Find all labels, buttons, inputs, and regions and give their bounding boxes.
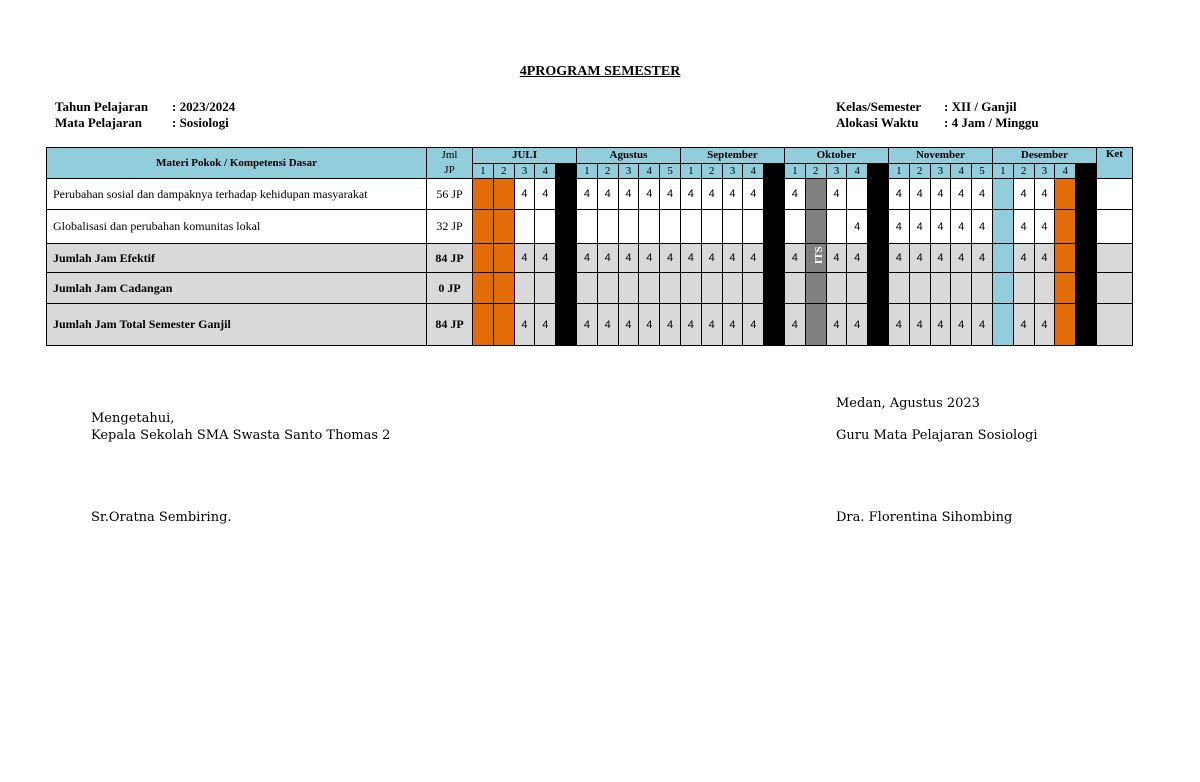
week-cell bbox=[493, 179, 514, 210]
guru-name: Dra. Florentina Sihombing bbox=[836, 510, 1013, 525]
week-cell: 4 bbox=[1034, 210, 1055, 244]
week-cell: 4 bbox=[951, 244, 972, 273]
row-jp: 56 JP bbox=[427, 179, 473, 210]
week-cell: 4 bbox=[722, 304, 743, 346]
week-cell bbox=[930, 273, 951, 304]
week-cell bbox=[639, 210, 660, 244]
week-cell bbox=[868, 244, 889, 273]
program-semester-table bbox=[46, 147, 1133, 346]
week-cell bbox=[1055, 179, 1076, 210]
week-cell: 4 bbox=[951, 210, 972, 244]
week-cell bbox=[784, 210, 805, 244]
week-cell: 4 bbox=[826, 244, 847, 273]
week-cell: 4 bbox=[701, 244, 722, 273]
week-cell bbox=[972, 273, 993, 304]
week-cell: 4 bbox=[1013, 210, 1034, 244]
week-cell: 4 bbox=[888, 244, 909, 273]
week-cell bbox=[847, 273, 868, 304]
week-cell: 4 bbox=[1013, 179, 1034, 210]
week-cell: 4 bbox=[847, 304, 868, 346]
break-cell bbox=[556, 163, 577, 179]
kepala-sekolah-title: Kepala Sekolah SMA Swasta Santo Thomas 2 bbox=[91, 428, 391, 443]
header-month-september: September bbox=[680, 148, 784, 164]
week-cell bbox=[909, 273, 930, 304]
week-cell: 4 bbox=[597, 244, 618, 273]
week-cell bbox=[556, 273, 577, 304]
header-week: 5 bbox=[972, 163, 993, 179]
alokasi-label: Alokasi Waktu bbox=[836, 115, 919, 130]
its-label: ITS bbox=[813, 246, 825, 264]
week-cell: 4 bbox=[660, 179, 681, 210]
week-cell: 4 bbox=[1013, 304, 1034, 346]
week-cell bbox=[556, 179, 577, 210]
week-cell bbox=[764, 304, 785, 346]
header-week: 4 bbox=[951, 163, 972, 179]
week-cell: 4 bbox=[576, 244, 597, 273]
week-cell: 4 bbox=[888, 210, 909, 244]
tahun-label: Tahun Pelajaran bbox=[55, 99, 149, 114]
header-week: 3 bbox=[930, 163, 951, 179]
week-cell bbox=[473, 304, 494, 346]
week-cell bbox=[660, 273, 681, 304]
row-globalisasi bbox=[47, 210, 1133, 244]
header-week: 1 bbox=[888, 163, 909, 179]
header-jml bbox=[427, 148, 473, 179]
week-cell bbox=[473, 244, 494, 273]
mengetahui-text: Mengetahui, bbox=[91, 411, 175, 426]
week-cell: 4 bbox=[930, 179, 951, 210]
week-cell: 4 bbox=[618, 179, 639, 210]
week-cell bbox=[764, 210, 785, 244]
week-cell: 4 bbox=[514, 304, 535, 346]
week-cell bbox=[888, 273, 909, 304]
week-cell bbox=[951, 273, 972, 304]
week-cell: 4 bbox=[1034, 179, 1055, 210]
kelas-label: Kelas/Semester bbox=[836, 99, 922, 114]
week-cell: 4 bbox=[660, 304, 681, 346]
week-cell: 4 bbox=[722, 244, 743, 273]
row-jp: 84 JP bbox=[427, 304, 473, 346]
week-cell: 4 bbox=[888, 179, 909, 210]
week-cell: 4 bbox=[680, 179, 701, 210]
week-cell bbox=[597, 273, 618, 304]
row-ket bbox=[1096, 304, 1132, 346]
row-perubahan-sosial bbox=[47, 179, 1133, 210]
week-cell bbox=[1076, 244, 1097, 273]
header-week: 2 bbox=[493, 163, 514, 179]
row-jp: 84 JP bbox=[427, 244, 473, 273]
header-week: 4 bbox=[847, 163, 868, 179]
row-ket bbox=[1096, 210, 1132, 244]
week-cell: 4 bbox=[909, 244, 930, 273]
header-week: 1 bbox=[680, 163, 701, 179]
week-cell bbox=[992, 273, 1013, 304]
week-cell: 4 bbox=[597, 304, 618, 346]
week-cell bbox=[992, 244, 1013, 273]
week-cell bbox=[514, 210, 535, 244]
week-cell: 4 bbox=[514, 244, 535, 273]
week-cell bbox=[764, 179, 785, 210]
week-cell bbox=[868, 210, 889, 244]
header-week: 1 bbox=[473, 163, 494, 179]
tahun-value: : 2023/2024 bbox=[172, 99, 236, 114]
week-cell bbox=[1076, 273, 1097, 304]
kelas-value: : XII / Ganjil bbox=[944, 99, 1017, 114]
week-cell bbox=[992, 210, 1013, 244]
header-week: 2 bbox=[1013, 163, 1034, 179]
week-cell: 4 bbox=[535, 304, 556, 346]
week-cell: 4 bbox=[701, 179, 722, 210]
week-cell: 4 bbox=[680, 304, 701, 346]
week-cell: 4 bbox=[784, 304, 805, 346]
header-week: 5 bbox=[660, 163, 681, 179]
header-month-oktober: Oktober bbox=[784, 148, 888, 164]
week-cell: 4 bbox=[826, 179, 847, 210]
week-cell bbox=[1076, 210, 1097, 244]
week-cell: 4 bbox=[743, 304, 764, 346]
week-cell bbox=[847, 179, 868, 210]
week-cell: 4 bbox=[951, 304, 972, 346]
week-cell: 4 bbox=[535, 179, 556, 210]
week-cell: 4 bbox=[743, 244, 764, 273]
week-cell bbox=[618, 210, 639, 244]
week-cell bbox=[764, 244, 785, 273]
header-week: 1 bbox=[784, 163, 805, 179]
week-cell: 4 bbox=[1034, 244, 1055, 273]
week-cell: 4 bbox=[743, 179, 764, 210]
week-cell bbox=[722, 210, 743, 244]
week-cell bbox=[680, 210, 701, 244]
page-title: 4PROGRAM SEMESTER bbox=[519, 64, 681, 79]
header-month-november: November bbox=[888, 148, 992, 164]
guru-title: Guru Mata Pelajaran Sosiologi bbox=[836, 428, 1038, 443]
info-right bbox=[836, 99, 1039, 131]
row-jam-total bbox=[47, 304, 1133, 346]
week-cell bbox=[556, 210, 577, 244]
week-cell: 4 bbox=[888, 304, 909, 346]
week-cell bbox=[680, 273, 701, 304]
header-week: 4 bbox=[743, 163, 764, 179]
week-cell: 4 bbox=[639, 179, 660, 210]
week-cell bbox=[556, 244, 577, 273]
week-cell: 4 bbox=[701, 304, 722, 346]
week-cell: 4 bbox=[639, 244, 660, 273]
week-cell bbox=[493, 273, 514, 304]
week-cell bbox=[743, 273, 764, 304]
header-ket: Ket bbox=[1096, 148, 1132, 179]
week-cell: 4 bbox=[576, 179, 597, 210]
break-cell bbox=[1076, 163, 1097, 179]
week-cell bbox=[1013, 273, 1034, 304]
week-cell bbox=[784, 273, 805, 304]
week-cell bbox=[473, 179, 494, 210]
week-cell: 4 bbox=[618, 304, 639, 346]
header-week: 2 bbox=[909, 163, 930, 179]
week-cell: 4 bbox=[535, 244, 556, 273]
week-cell: 4 bbox=[784, 244, 805, 273]
header-week: 1 bbox=[576, 163, 597, 179]
week-cell bbox=[722, 273, 743, 304]
week-cell: 4 bbox=[660, 244, 681, 273]
header-week: 4 bbox=[639, 163, 660, 179]
row-label: Globalisasi dan perubahan komunitas lokal bbox=[47, 210, 427, 244]
header-week: 3 bbox=[826, 163, 847, 179]
header-week: 3 bbox=[514, 163, 535, 179]
header-week: 3 bbox=[1034, 163, 1055, 179]
week-cell bbox=[535, 210, 556, 244]
week-cell: 4 bbox=[972, 179, 993, 210]
week-cell: 4 bbox=[909, 210, 930, 244]
week-cell bbox=[764, 273, 785, 304]
header-week: 2 bbox=[701, 163, 722, 179]
header-materi: Materi Pokok / Kompetensi Dasar bbox=[47, 148, 427, 179]
row-label: Perubahan sosial dan dampaknya terhadap kehidupan masyarakat bbox=[47, 179, 427, 210]
week-cell: 4 bbox=[784, 179, 805, 210]
kepala-sekolah-name: Sr.Oratna Sembiring. bbox=[91, 510, 232, 525]
mapel-value: : Sosiologi bbox=[172, 115, 229, 130]
week-cell bbox=[556, 304, 577, 346]
week-cell bbox=[576, 210, 597, 244]
week-cell: 4 bbox=[909, 304, 930, 346]
week-cell bbox=[514, 273, 535, 304]
week-cell bbox=[1055, 210, 1076, 244]
row-jp: 32 JP bbox=[427, 210, 473, 244]
week-cell bbox=[473, 210, 494, 244]
header-jml-line1: Jml bbox=[441, 149, 458, 161]
week-cell: 4 bbox=[618, 244, 639, 273]
header-row-months bbox=[47, 148, 1133, 164]
week-cell bbox=[493, 244, 514, 273]
week-cell: 4 bbox=[951, 179, 972, 210]
row-label: Jumlah Jam Efektif bbox=[47, 244, 427, 273]
week-cell bbox=[639, 273, 660, 304]
week-cell: 4 bbox=[930, 244, 951, 273]
header-month-agustus: Agustus bbox=[576, 148, 680, 164]
week-cell bbox=[805, 210, 826, 244]
week-cell: 4 bbox=[1013, 244, 1034, 273]
header-week: 3 bbox=[722, 163, 743, 179]
row-ket bbox=[1096, 179, 1132, 210]
week-cell: 4 bbox=[930, 210, 951, 244]
info-left bbox=[55, 99, 235, 131]
week-cell: 4 bbox=[972, 210, 993, 244]
week-cell: 4 bbox=[514, 179, 535, 210]
week-cell bbox=[597, 210, 618, 244]
week-cell bbox=[701, 210, 722, 244]
row-label: Jumlah Jam Total Semester Ganjil bbox=[47, 304, 427, 346]
header-week: 2 bbox=[597, 163, 618, 179]
row-jp: 0 JP bbox=[427, 273, 473, 304]
week-cell: 4 bbox=[909, 179, 930, 210]
week-cell: 4 bbox=[722, 179, 743, 210]
week-cell bbox=[1034, 273, 1055, 304]
week-cell: 4 bbox=[639, 304, 660, 346]
week-cell bbox=[868, 304, 889, 346]
week-cell bbox=[618, 273, 639, 304]
week-cell bbox=[826, 210, 847, 244]
week-cell bbox=[826, 273, 847, 304]
week-cell bbox=[805, 304, 826, 346]
header-week: 3 bbox=[618, 163, 639, 179]
week-cell bbox=[743, 210, 764, 244]
week-cell bbox=[493, 304, 514, 346]
row-ket bbox=[1096, 244, 1132, 273]
week-cell bbox=[805, 273, 826, 304]
week-cell: 4 bbox=[847, 210, 868, 244]
week-cell bbox=[535, 273, 556, 304]
row-jam-cadangan bbox=[47, 273, 1133, 304]
week-cell: 4 bbox=[680, 244, 701, 273]
week-cell bbox=[1055, 304, 1076, 346]
week-cell bbox=[992, 179, 1013, 210]
week-cell: 4 bbox=[826, 304, 847, 346]
week-cell: 4 bbox=[597, 179, 618, 210]
week-cell bbox=[1076, 179, 1097, 210]
header-week: 1 bbox=[992, 163, 1013, 179]
place-date: Medan, Agustus 2023 bbox=[836, 396, 980, 411]
week-cell bbox=[701, 273, 722, 304]
week-cell bbox=[576, 273, 597, 304]
header-month-desember: Desember bbox=[992, 148, 1096, 164]
header-week: 4 bbox=[535, 163, 556, 179]
week-cell bbox=[473, 273, 494, 304]
week-cell: 4 bbox=[972, 304, 993, 346]
row-ket bbox=[1096, 273, 1132, 304]
row-label: Jumlah Jam Cadangan bbox=[47, 273, 427, 304]
week-cell bbox=[660, 210, 681, 244]
row-jam-efektif bbox=[47, 244, 1133, 273]
week-cell bbox=[1055, 244, 1076, 273]
break-cell bbox=[868, 163, 889, 179]
week-cell: 4 bbox=[972, 244, 993, 273]
week-cell bbox=[1055, 273, 1076, 304]
week-cell: 4 bbox=[930, 304, 951, 346]
week-cell bbox=[868, 179, 889, 210]
week-cell: 4 bbox=[847, 244, 868, 273]
week-cell bbox=[1076, 304, 1097, 346]
week-cell: 4 bbox=[1034, 304, 1055, 346]
week-cell: 4 bbox=[576, 304, 597, 346]
header-week: 4 bbox=[1055, 163, 1076, 179]
week-cell bbox=[992, 304, 1013, 346]
header-week: 2 bbox=[805, 163, 826, 179]
header-jml-line2: JP bbox=[444, 164, 455, 176]
week-cell bbox=[493, 210, 514, 244]
week-cell bbox=[868, 273, 889, 304]
break-cell bbox=[764, 163, 785, 179]
week-cell bbox=[805, 179, 826, 210]
header-month-juli: JULI bbox=[473, 148, 577, 164]
alokasi-value: : 4 Jam / Minggu bbox=[944, 115, 1039, 130]
mapel-label: Mata Pelajaran bbox=[55, 115, 143, 130]
